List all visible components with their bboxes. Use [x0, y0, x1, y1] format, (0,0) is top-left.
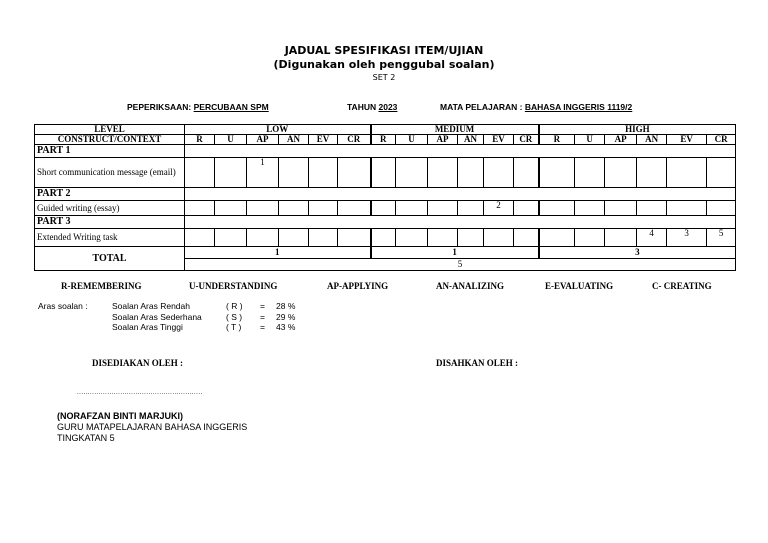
- code-header: AP: [247, 135, 279, 145]
- legend-remembering: R-REMEMBERING: [61, 281, 142, 291]
- level-header: LEVEL: [35, 125, 185, 135]
- specification-table: [34, 124, 736, 271]
- code-header: CR: [338, 135, 371, 145]
- teacher-class: TINGKATAN 5: [57, 433, 115, 443]
- total-label: TOTAL: [35, 247, 185, 271]
- part3-span: [185, 216, 736, 229]
- total-high: 3: [539, 247, 736, 259]
- subject-value: BAHASA INGGERIS 1119/2: [524, 102, 633, 112]
- aras-eq: =: [260, 301, 265, 311]
- group-medium-header: MEDIUM: [371, 125, 539, 135]
- year-value: 2023: [378, 102, 398, 112]
- part1-span: [185, 145, 736, 158]
- group-low-header: LOW: [185, 125, 371, 135]
- exam-value: PERCUBAAN SPM: [193, 102, 269, 112]
- code-header: U: [575, 135, 605, 145]
- code-header: EV: [309, 135, 338, 145]
- aras-eq: =: [260, 312, 265, 322]
- part2-label: PART 2: [35, 188, 185, 201]
- signature-line: ..........................................................: [77, 390, 203, 396]
- aras-code: ( R ): [226, 301, 243, 311]
- aras-name: Soalan Aras Rendah: [112, 301, 190, 311]
- aras-eq: =: [260, 322, 265, 332]
- subject-info: [440, 102, 632, 112]
- code-header: AN: [458, 135, 484, 145]
- total-low: 1: [185, 247, 371, 259]
- legend-understanding: U-UNDERSTANDING: [189, 281, 278, 291]
- part3-cr-cell: 5: [707, 229, 736, 247]
- part1-label: PART 1: [35, 145, 185, 158]
- code-header: AN: [637, 135, 667, 145]
- aras-name: Soalan Aras Tinggi: [112, 322, 183, 332]
- aras-name: Soalan Aras Sederhana: [112, 312, 202, 322]
- part3-label: PART 3: [35, 216, 185, 229]
- construct-header: CONSTRUCT/CONTEXT: [35, 135, 185, 145]
- part1-ap-cell: 1: [247, 158, 279, 188]
- part3-ev-cell: 3: [667, 229, 707, 247]
- legend-evaluating: E-EVALUATING: [545, 281, 614, 291]
- exam-label: PEPERIKSAAN:: [127, 102, 192, 112]
- aras-code: ( T ): [226, 322, 242, 332]
- code-header: EV: [667, 135, 707, 145]
- code-header: AP: [605, 135, 637, 145]
- aras-pct: 29 %: [276, 312, 296, 322]
- code-header: R: [185, 135, 215, 145]
- approved-by-label: DISAHKAN OLEH :: [436, 358, 519, 368]
- aras-pct: 43 %: [276, 322, 296, 332]
- prepared-by-label: DISEDIAKAN OLEH :: [92, 358, 184, 368]
- code-header: AN: [279, 135, 309, 145]
- part3-an-cell: 4: [637, 229, 667, 247]
- code-header: CR: [514, 135, 539, 145]
- teacher-role: GURU MATAPELAJARAN BAHASA INGGERIS: [57, 422, 248, 432]
- part2-span: [185, 188, 736, 201]
- code-header: AP: [428, 135, 458, 145]
- part3-item: Extended Writing task: [35, 229, 185, 247]
- code-header: EV: [484, 135, 514, 145]
- year-info: [347, 102, 397, 112]
- code-header: U: [215, 135, 247, 145]
- part1-item: Short communication message (email): [35, 158, 185, 188]
- exam-info: [127, 102, 269, 112]
- code-header: CR: [707, 135, 736, 145]
- total-medium: 1: [371, 247, 539, 259]
- aras-pct: 28 %: [276, 301, 296, 311]
- grand-total: 5: [185, 259, 736, 271]
- document-subtitle: (Digunakan oleh penggubal soalan): [273, 58, 495, 71]
- set-label: SET 2: [372, 73, 396, 82]
- subject-label: MATA PELAJARAN :: [440, 102, 523, 112]
- code-header: R: [539, 135, 575, 145]
- part2-item: Guided writing (essay): [35, 201, 185, 216]
- legend-applying: AP-APPLYING: [327, 281, 389, 291]
- group-high-header: HIGH: [539, 125, 736, 135]
- teacher-name: (NORAFZAN BINTI MARJUKI): [57, 411, 183, 421]
- legend-analizing: AN-ANALIZING: [436, 281, 505, 291]
- aras-label: Aras soalan :: [38, 301, 88, 311]
- code-header: U: [396, 135, 428, 145]
- document-title: JADUAL SPESIFIKASI ITEM/UJIAN: [284, 44, 484, 57]
- year-label: TAHUN: [347, 102, 377, 112]
- aras-code: ( S ): [226, 312, 243, 322]
- legend-creating: C- CREATING: [652, 281, 712, 291]
- code-header: R: [371, 135, 396, 145]
- part2-ev-cell: 2: [484, 201, 514, 216]
